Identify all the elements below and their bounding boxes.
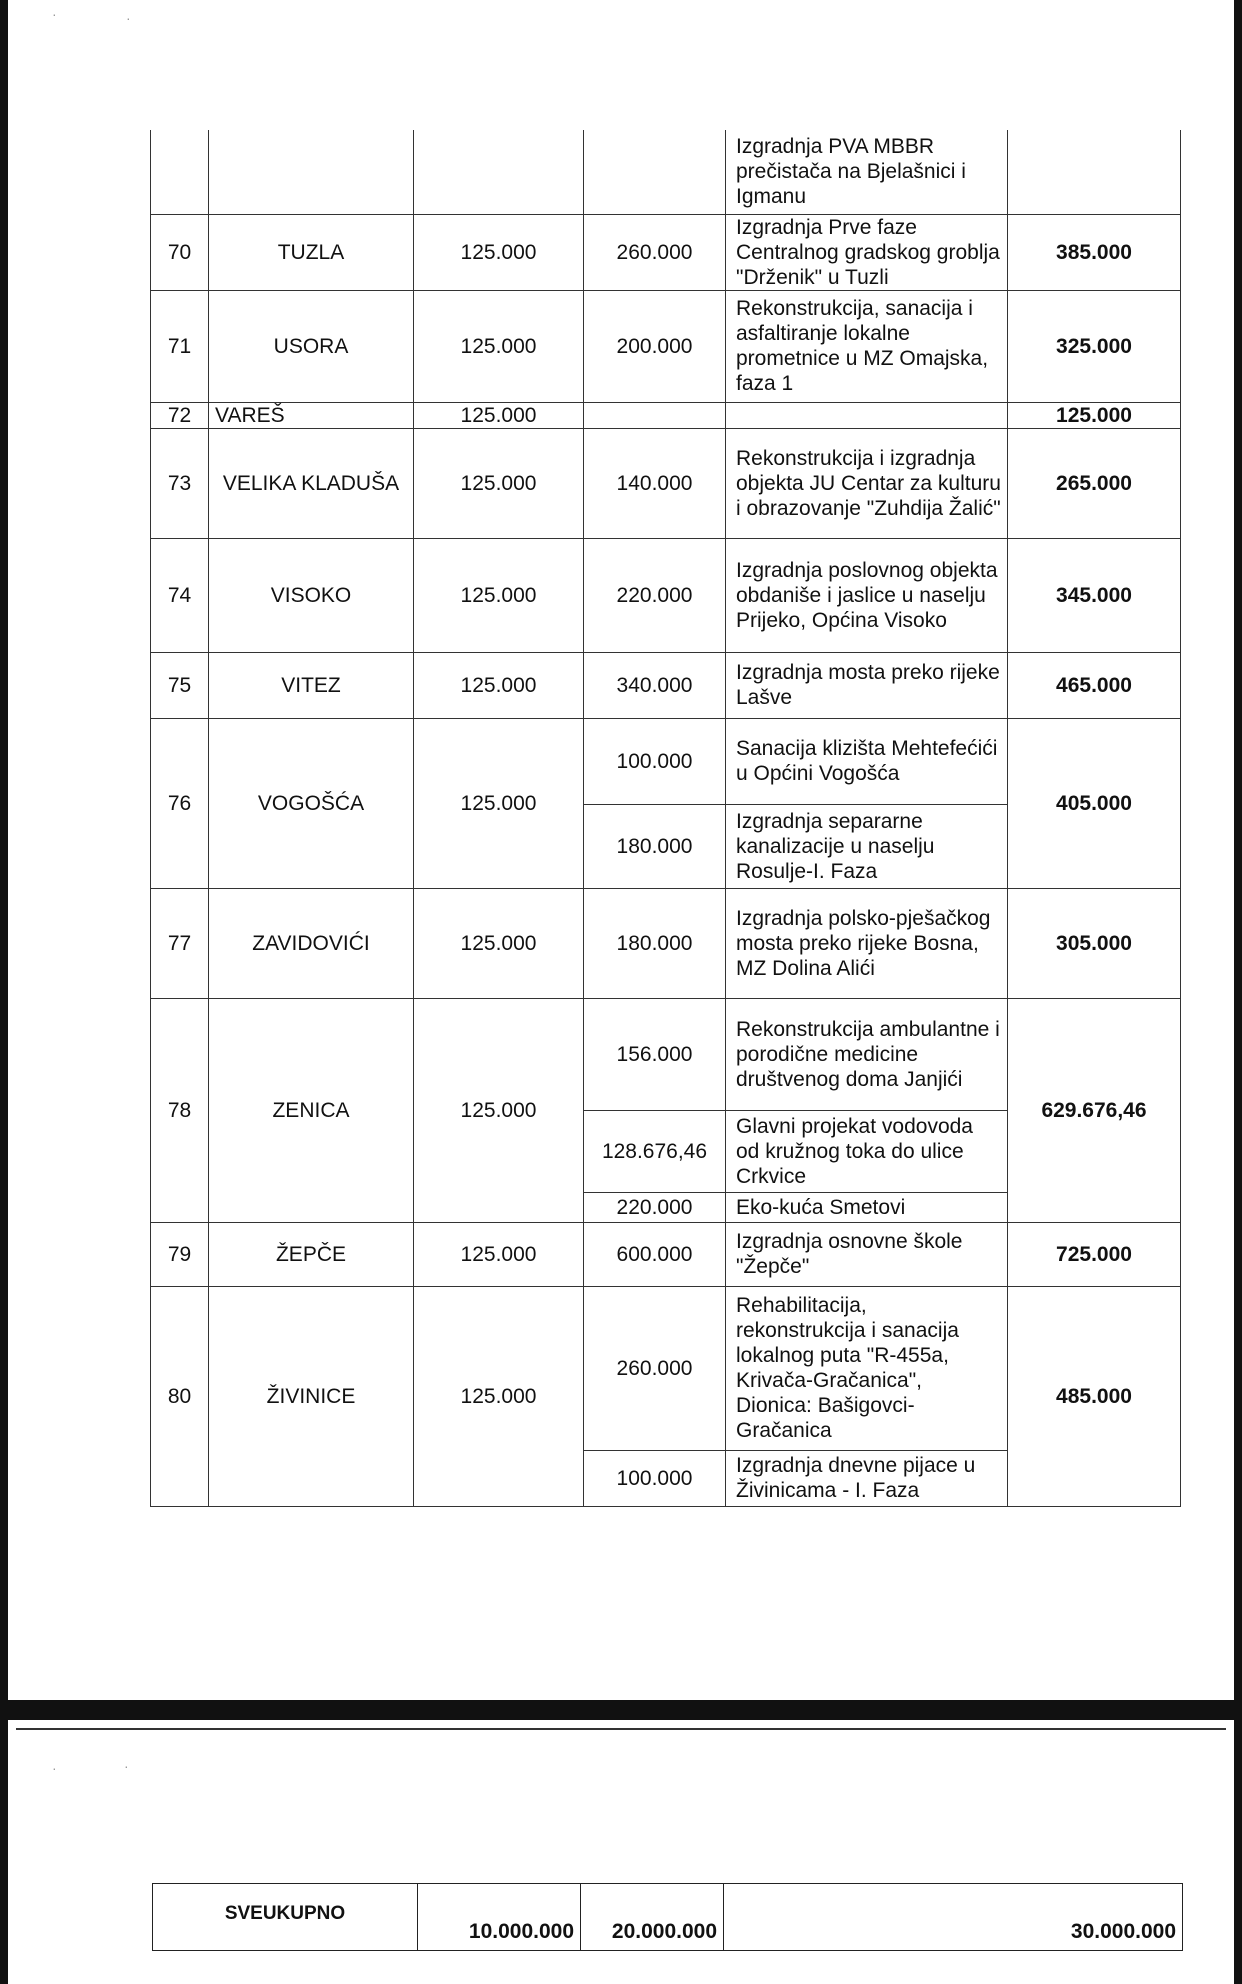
table-row (151, 538, 1181, 652)
project-amount: 260.000 (584, 214, 726, 290)
row-total: 125.000 (1008, 402, 1181, 428)
project-description: Rekonstrukcija ambulantne i porodične medicine društvenog doma Janjići (726, 998, 1008, 1110)
row-total: 345.000 (1008, 538, 1181, 652)
row-total: 485.000 (1008, 1286, 1181, 1506)
table-row (151, 214, 1181, 290)
project-description: Glavni projekat vodovoda od kružnog toka do ulice Crkvice (726, 1110, 1008, 1192)
base-amount: 125.000 (414, 214, 584, 290)
summary-label: SVEUKUPNO (153, 1884, 418, 1951)
municipality-name: VELIKA KLADUŠA (209, 428, 414, 538)
project-description: Rekonstrukcija, sanacija i asfaltiranje lokalne prometnice u MZ Omajska, faza 1 (726, 290, 1008, 402)
table-row (151, 130, 1181, 214)
municipality-name: USORA (209, 290, 414, 402)
project-amount: 600.000 (584, 1222, 726, 1286)
project-amount: 180.000 (584, 888, 726, 998)
row-number: 79 (151, 1222, 209, 1286)
municipality-name: ZAVIDOVIĆI (209, 888, 414, 998)
municipality-name: ŽIVINICE (209, 1286, 414, 1506)
page-divider (16, 1728, 1226, 1730)
base-amount: 125.000 (414, 718, 584, 888)
project-amount: 128.676,46 (584, 1110, 726, 1192)
base-amount: 125.000 (414, 538, 584, 652)
row-number: 76 (151, 718, 209, 888)
municipality-name: ŽEPČE (209, 1222, 414, 1286)
project-amount: 180.000 (584, 804, 726, 888)
project-description: Eko-kuća Smetovi (726, 1192, 1008, 1222)
project-amount (584, 130, 726, 214)
row-number (151, 130, 209, 214)
table-row (151, 1286, 1181, 1450)
municipality-name: VAREŠ (209, 402, 414, 428)
row-total: 265.000 (1008, 428, 1181, 538)
summary-amount: 20.000.000 (581, 1884, 724, 1951)
municipality-name (209, 130, 414, 214)
row-number: 73 (151, 428, 209, 538)
municipality-name: VISOKO (209, 538, 414, 652)
table-row (151, 718, 1181, 804)
summary-base: 10.000.000 (418, 1884, 581, 1951)
table-row (151, 888, 1181, 998)
base-amount: 125.000 (414, 998, 584, 1222)
project-amount: 100.000 (584, 1450, 726, 1506)
base-amount: 125.000 (414, 1222, 584, 1286)
scan-speck: · (126, 10, 131, 26)
project-description: Rekonstrukcija i izgradnja objekta JU Centar za kulturu i obrazovanje "Zuhdija Žalić" (726, 428, 1008, 538)
table-row (151, 1222, 1181, 1286)
summary-row (153, 1884, 1183, 1951)
municipality-name: TUZLA (209, 214, 414, 290)
base-amount (414, 130, 584, 214)
table-row (151, 428, 1181, 538)
table-row (151, 652, 1181, 718)
row-total: 629.676,46 (1008, 998, 1181, 1222)
row-total: 385.000 (1008, 214, 1181, 290)
scan-speck: · (52, 1760, 57, 1776)
row-total: 305.000 (1008, 888, 1181, 998)
project-amount: 140.000 (584, 428, 726, 538)
row-number: 71 (151, 290, 209, 402)
table-row (151, 998, 1181, 1110)
base-amount: 125.000 (414, 1286, 584, 1506)
base-amount: 125.000 (414, 402, 584, 428)
project-description: Izgradnja polsko-pješačkog mosta preko rijeke Bosna, MZ Dolina Alići (726, 888, 1008, 998)
base-amount: 125.000 (414, 290, 584, 402)
row-number: 80 (151, 1286, 209, 1506)
project-description: Rehabilitacija, rekonstrukcija i sanacija lokalnog puta "R-455a, Krivača-Gračanica", Dionica: Bašigovci-Gračanica (726, 1286, 1008, 1450)
project-amount: 340.000 (584, 652, 726, 718)
project-description: Izgradnja osnovne škole "Žepče" (726, 1222, 1008, 1286)
project-amount (584, 402, 726, 428)
project-description: Izgradnja mosta preko rijeke Lašve (726, 652, 1008, 718)
project-description: Izgradnja PVA MBBR prečistača na Bjelašnici i Igmanu (726, 130, 1008, 214)
scan-speck: · (52, 6, 57, 22)
project-amount: 260.000 (584, 1286, 726, 1450)
base-amount: 125.000 (414, 888, 584, 998)
row-total (1008, 130, 1181, 214)
summary-table (152, 1883, 1183, 1951)
project-description: Izgradnja Prve faze Centralnog gradskog groblja "Drženik" u Tuzli (726, 214, 1008, 290)
base-amount: 125.000 (414, 652, 584, 718)
project-amount: 200.000 (584, 290, 726, 402)
table-row (151, 402, 1181, 428)
row-number: 78 (151, 998, 209, 1222)
row-total: 405.000 (1008, 718, 1181, 888)
funding-table (150, 130, 1181, 1507)
row-number: 75 (151, 652, 209, 718)
project-amount: 220.000 (584, 1192, 726, 1222)
row-total: 325.000 (1008, 290, 1181, 402)
municipality-name: VOGOŠĆA (209, 718, 414, 888)
summary-total: 30.000.000 (724, 1884, 1183, 1951)
row-total: 725.000 (1008, 1222, 1181, 1286)
row-number: 74 (151, 538, 209, 652)
row-number: 72 (151, 402, 209, 428)
table-row (151, 290, 1181, 402)
project-amount: 220.000 (584, 538, 726, 652)
project-amount: 156.000 (584, 998, 726, 1110)
project-description: Izgradnja poslovnog objekta obdaniše i jaslice u naselju Prijeko, Općina Visoko (726, 538, 1008, 652)
scan-speck: · (124, 1758, 129, 1774)
project-amount: 100.000 (584, 718, 726, 804)
row-number: 70 (151, 214, 209, 290)
row-total: 465.000 (1008, 652, 1181, 718)
municipality-name: ZENICA (209, 998, 414, 1222)
municipality-name: VITEZ (209, 652, 414, 718)
project-description: Izgradnja dnevne pijace u Živinicama - I. Faza (726, 1450, 1008, 1506)
row-number: 77 (151, 888, 209, 998)
project-description: Izgradnja separarne kanalizacije u naselju Rosulje-I. Faza (726, 804, 1008, 888)
project-description: Sanacija klizišta Mehtefećići u Općini Vogošća (726, 718, 1008, 804)
project-description (726, 402, 1008, 428)
base-amount: 125.000 (414, 428, 584, 538)
